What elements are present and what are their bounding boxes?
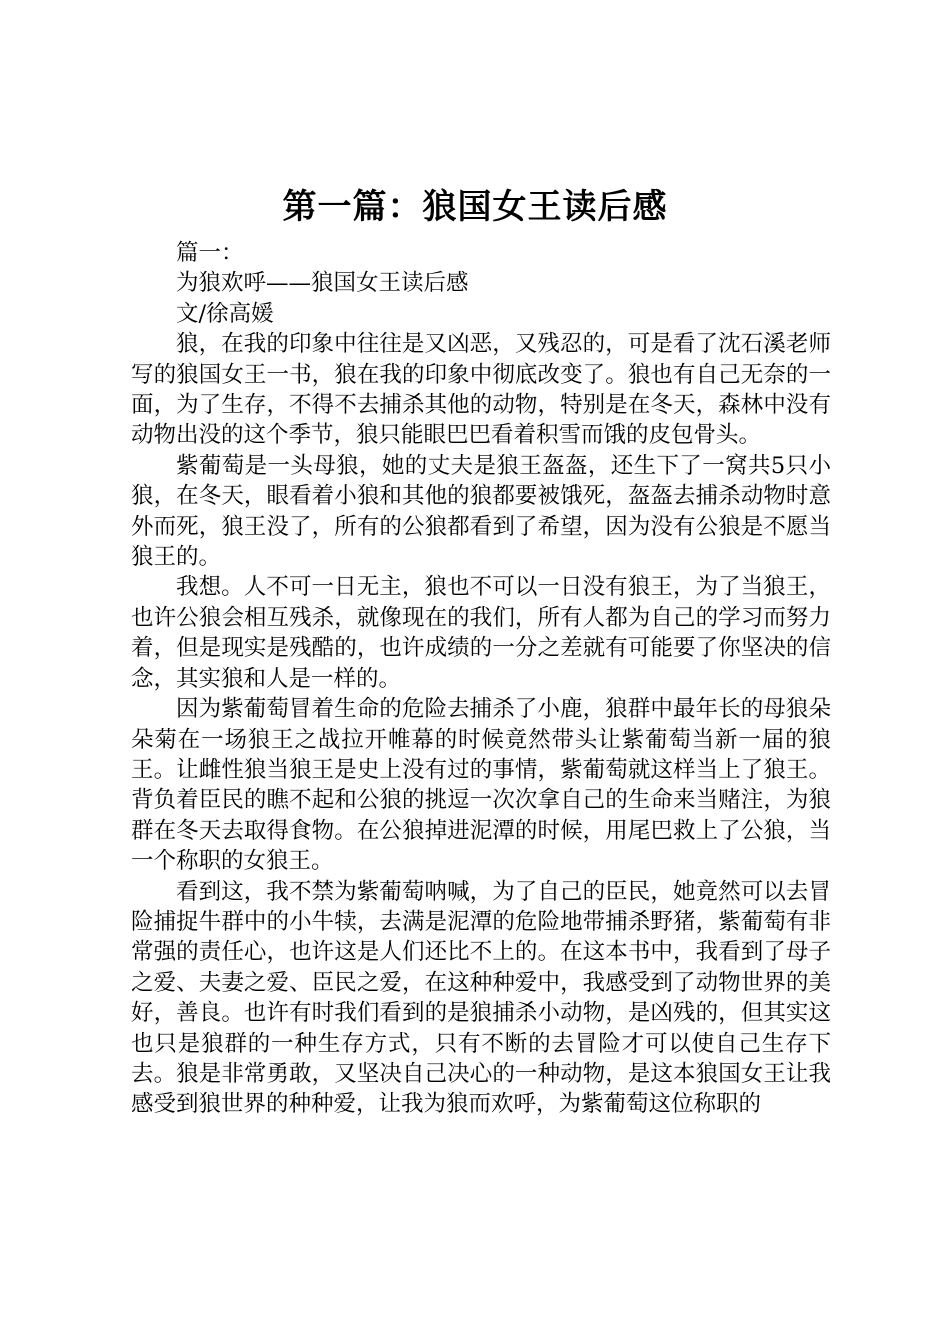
paragraph: 因为紫葡萄冒着生命的危险去捕杀了小鹿，狼群中最年长的母狼朵朵菊在一场狼王之战拉开帷幕的时候竟然带头让紫葡萄当新一届的狼王。让雌性狼当狼王是史上没有过的事情，紫葡萄就这样当上了狼王。背负着臣民的瞧不起和公狼的挑逗一次次拿自己的生命来当赌注，为狼群在冬天去取得食物。在公狼掉进泥潭的时候，用尾巴救上了公狼，当一个称职的女狼王。 [131,696,831,875]
paragraph: 紫葡萄是一头母狼，她的丈夫是狼王盔盔，还生下了一窝共5只小狼，在冬天，眼看着小狼和其他的狼都要被饿死，盔盔去捕杀动物时意外而死，狼王没了，所有的公狼都看到了希望，因为没有公狼是不愿当狼王的。 [131,452,831,571]
paragraph: 看到这，我不禁为紫葡萄呐喊，为了自己的臣民，她竟然可以去冒险捕捉牛群中的小牛犊，去满是泥潭的危险地带捕杀野猪，紫葡萄有非常强的责任心，也许这是人们还比不上的。在这本书中，我看到了母子之爱、夫妻之爱、臣民之爱，在这种种爱中，我感受到了动物世界的美好，善良。也许有时我们看到的是狼捕杀小动物，是凶残的，但其实这也只是狼群的一种生存方式，只有不断的去冒险才可以使自己生存下去。狼是非常勇敢，又坚决自己决心的一种动物，是这本狼国女王让我感受到狼世界的种种爱，让我为狼而欢呼，为紫葡萄这位称职的 [131,878,831,1118]
document-body [131,238,831,1120]
section-label: 篇一： [176,240,244,266]
paragraph: 我想。人不可一日无主，狼也不可以一日没有狼王，为了当狼王，也许公狼会相互残杀，就像现在的我们，所有人都为自己的学习而努力着，但是现实是残酷的，也许成绩的一分之差就有可能要了你坚决的信念，其实狼和人是一样的。 [131,574,831,692]
article-author: 文/徐高媛 [176,300,274,327]
article-subtitle: 为狼欢呼——狼国女王读后感 [176,270,469,297]
document-title: 第一篇：狼国女王读后感 [282,187,668,227]
paragraph: 狼，在我的印象中往往是又凶恶，又残忍的，可是看了沈石溪老师写的狼国女王一书，狼在我的印象中彻底改变了。狼也有自己无奈的一面，为了生存，不得不去捕杀其他的动物，特别是在冬天，森林中没有动物出没的这个季节，狼只能眼巴巴看着积雪而饿的皮包骨头。 [131,331,831,449]
